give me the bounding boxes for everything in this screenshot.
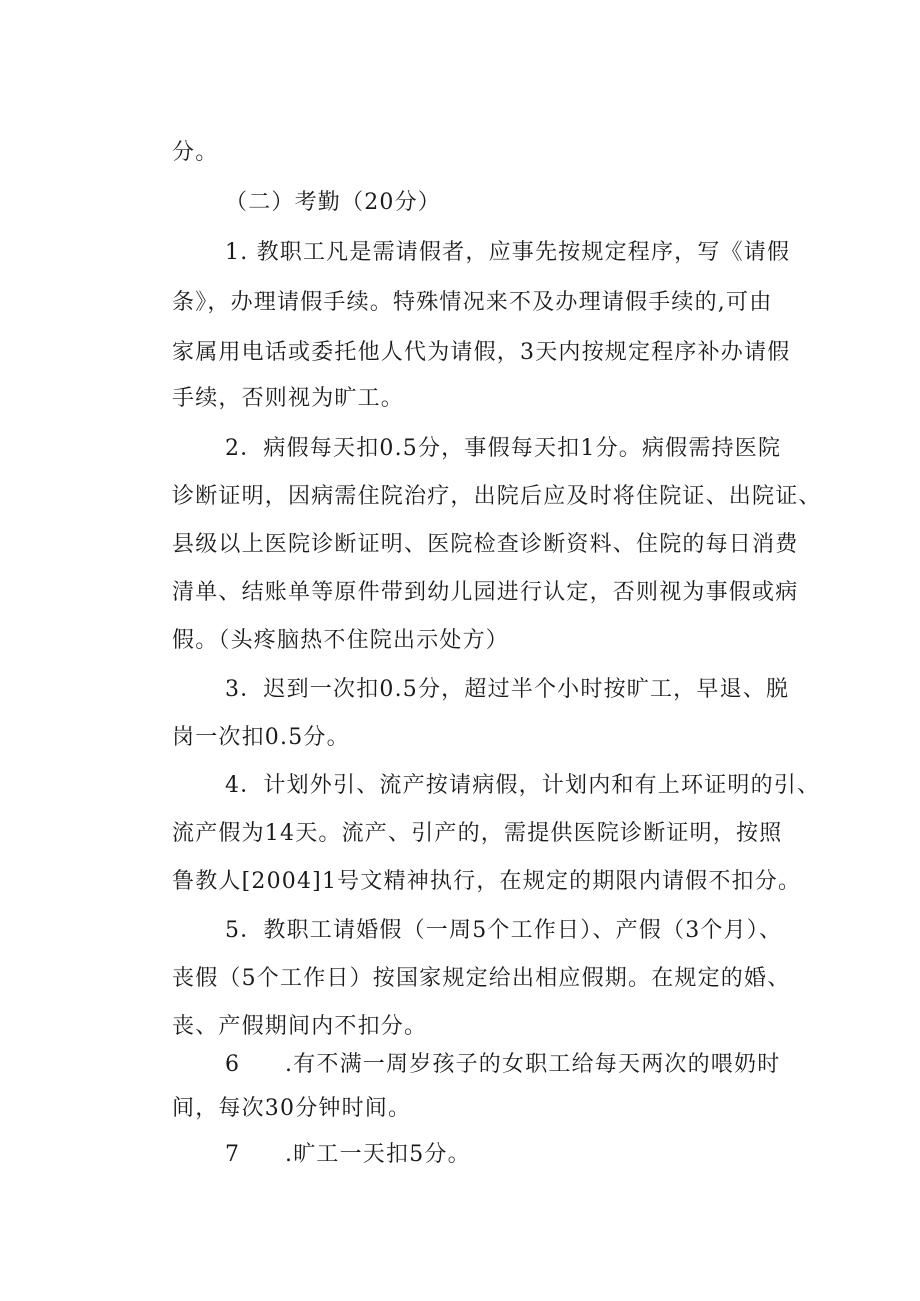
paragraph-line: 流产假为14天。流产、引产的，需提供医院诊断证明，按照	[172, 821, 783, 846]
paragraph-line: 鲁教人[2004]1号文精神执行，在规定的期限内请假不扣分。	[172, 869, 802, 894]
paragraph-line: 岗一次扣0.5分。	[172, 725, 350, 750]
paragraph-line	[225, 1140, 471, 1170]
paragraph-line: 县级以上医院诊断证明、医院检查诊断资料、住院的每日消费	[172, 532, 799, 557]
item-number: 6	[225, 1052, 241, 1077]
paragraph-line: 间，每次30分钟时间。	[172, 1096, 412, 1121]
item-text: .旷工一天扣5分。	[285, 1142, 471, 1167]
paragraph-line: 丧、产假期间内不扣分。	[172, 1014, 428, 1039]
paragraph-line: 清单、结账单等原件带到幼儿园进行认定，否则视为事假或病	[172, 580, 799, 605]
paragraph-line: 条》，办理请假手续。特殊情况来不及办理请假手续的,可由	[172, 290, 773, 315]
paragraph-line: 3．迟到一次扣0.5分，超过半个小时按旷工，早退、脱	[225, 677, 790, 702]
paragraph-line: 诊断证明，因病需住院治疗，出院后应及时将住院证、出院证、	[172, 484, 822, 509]
paragraph-line: 假。（头疼脑热不住院出示处方）	[172, 628, 510, 653]
section-heading: （二）考勤（20分）	[225, 190, 441, 215]
item-number: 7	[225, 1142, 241, 1167]
item-text: .有不满一周岁孩子的女职工给每天两次的喂奶时	[285, 1052, 781, 1077]
paragraph-line: 家属用电话或委托他人代为请假，3天内按规定程序补办请假	[172, 340, 791, 365]
paragraph-line: 丧假（5个工作日）按国家规定给出相应假期。在规定的婚、	[172, 966, 791, 991]
paragraph-line	[225, 1050, 780, 1080]
paragraph-line: 手续，否则视为旷工。	[172, 386, 405, 411]
paragraph-line: 4．计划外引、流产按请病假，计划内和有上环证明的引、	[225, 773, 821, 798]
paragraph-line: 2．病假每天扣0.5分，事假每天扣1分。病假需持医院	[225, 436, 782, 461]
paragraph-line: 分。	[172, 140, 219, 165]
paragraph-line: 5．教职工请婚假（一周5个工作日）、产假（3个月）、	[225, 918, 783, 943]
paragraph-line: 1. 教职工凡是需请假者，应事先按规定程序，写《请假	[225, 240, 791, 265]
